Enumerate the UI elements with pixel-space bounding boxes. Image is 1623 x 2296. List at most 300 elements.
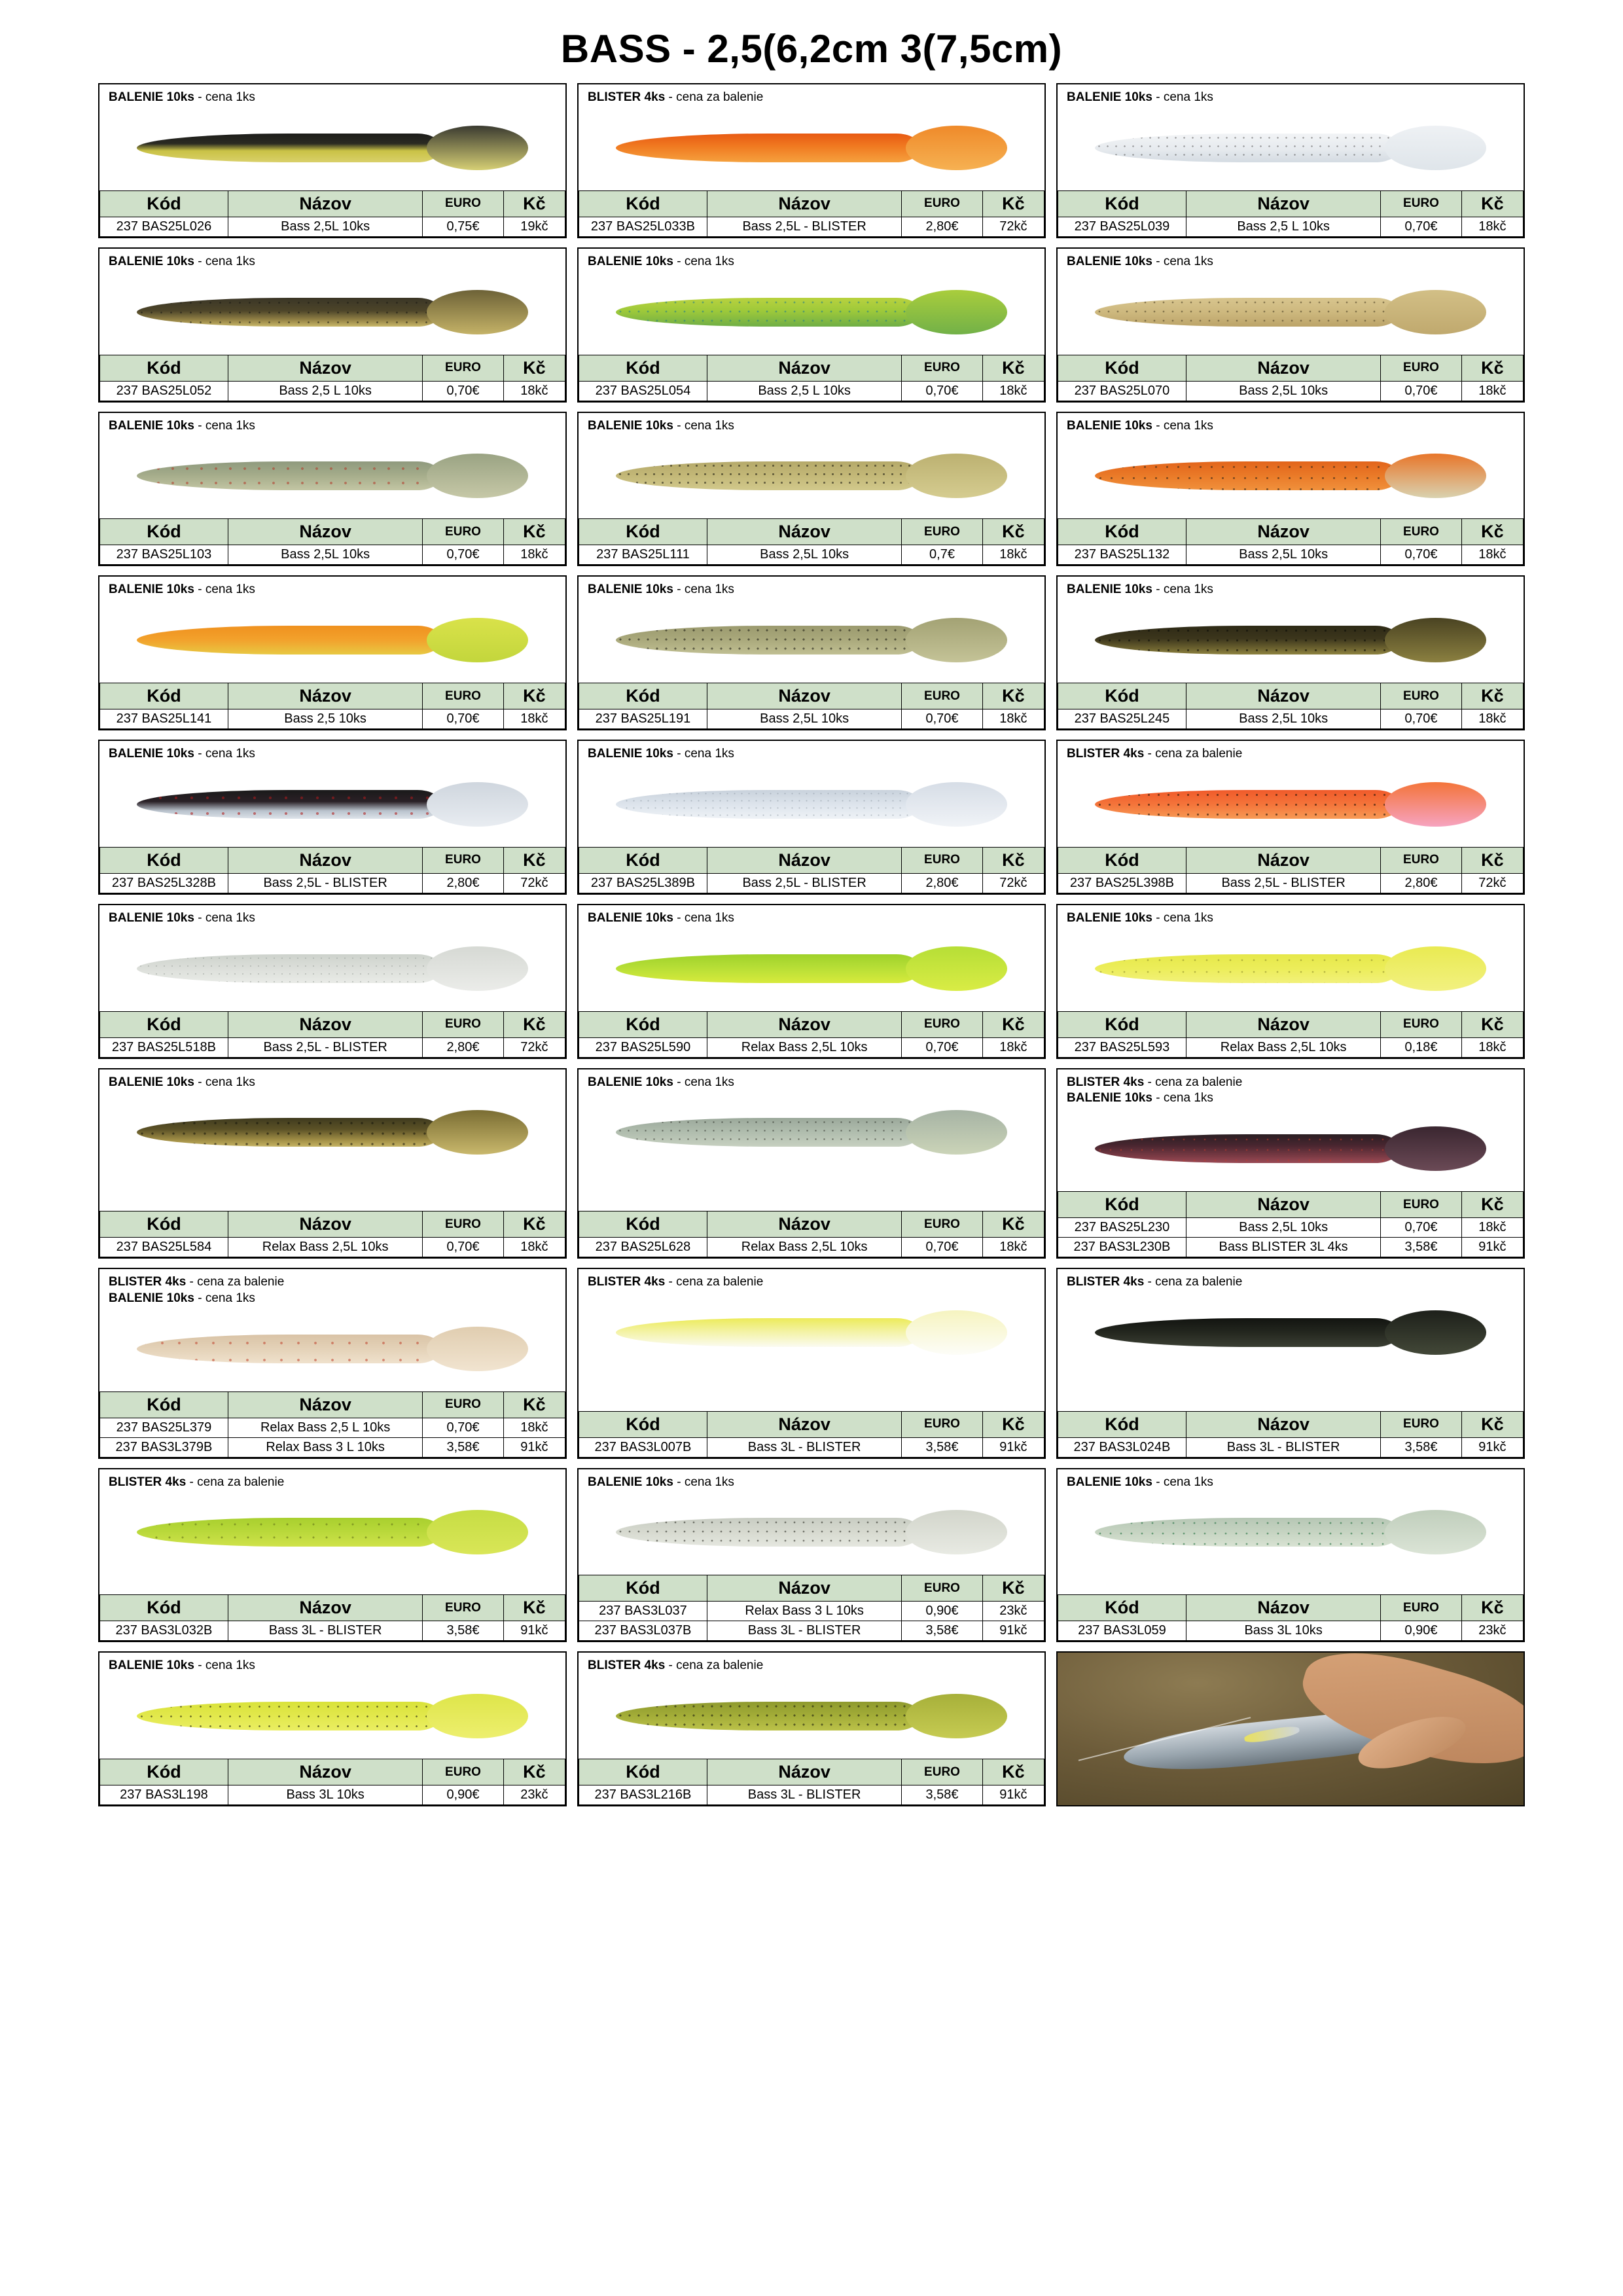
packaging-type: BALENIE 10ks [109,910,194,925]
col-header-euro: EURO [423,190,503,217]
lure-tail [906,290,1008,334]
col-header-code: Kód [1058,519,1186,545]
col-header-code: Kód [579,1011,707,1037]
col-header-code: Kód [100,1391,228,1418]
packaging-price-note: - cena 1ks [677,583,734,597]
cell-code: 237 BAS25L132 [1058,545,1186,565]
cell-name: Bass 3L - BLISTER [707,1437,901,1457]
cell-euro: 0,70€ [423,1238,503,1257]
col-header-kc: Kč [1461,1192,1523,1218]
packaging-price-note: - cena 1ks [677,254,734,268]
col-header-kc: Kč [503,1011,565,1037]
col-header-name: Názov [228,1595,422,1621]
lure-body [137,626,442,655]
col-header-euro: EURO [902,1759,982,1785]
product-card [577,83,1046,238]
cell-euro: 0,70€ [902,381,982,401]
lure-tail [1385,1310,1487,1355]
packaging-note [1067,1075,1517,1090]
cell-euro: 0,70€ [902,709,982,729]
lure-image [99,598,565,683]
lure-glitter [137,461,442,490]
cell-euro: 2,80€ [423,873,503,893]
col-header-code: Kód [579,1211,707,1238]
lure-glitter [1095,461,1400,490]
lure-image [99,1306,565,1391]
col-header-code: Kód [100,190,228,217]
packaging-price-note: - cena za balenie [668,90,764,104]
price-table [99,847,565,893]
cell-name: Bass 2,5 L 10ks [228,381,422,401]
lure-image [99,105,565,190]
lure-glitter [1095,298,1400,327]
col-header-code: Kód [100,355,228,381]
cell-kc: 91kč [1461,1437,1523,1457]
packaging-note [1067,90,1517,105]
cell-euro: 3,58€ [1381,1238,1461,1257]
cell-kc: 18kč [1461,545,1523,565]
col-header-kc: Kč [503,847,565,873]
cell-name: Relax Bass 2,5 L 10ks [228,1418,422,1437]
cell-euro: 0,70€ [423,709,503,729]
cell-code: 237 BAS25L191 [579,709,707,729]
packaging-type: BALENIE 10ks [1067,1475,1152,1489]
cell-name: Relax Bass 3 L 10ks [707,1602,901,1621]
packaging-type: BLISTER 4ks [588,1659,666,1673]
cell-code: 237 BAS3L216B [579,1785,707,1805]
product-card [1056,412,1525,567]
packaging-type: BALENIE 10ks [1067,1091,1152,1105]
lure-body [1095,298,1400,327]
packaging-type: BALENIE 10ks [588,418,673,433]
col-header-euro: EURO [902,683,982,709]
packaging-type: BLISTER 4ks [1067,1075,1145,1089]
cell-kc: 18kč [982,709,1044,729]
product-card [98,1651,567,1806]
table-row [100,1037,565,1057]
packaging-type: BALENIE 10ks [588,910,673,925]
col-header-kc: Kč [1461,190,1523,217]
col-header-euro: EURO [902,355,982,381]
lure-glitter [1095,1518,1400,1547]
table-row [579,1238,1044,1257]
cell-kc: 72kč [1461,873,1523,893]
packaging-note [109,1075,559,1090]
product-card [1056,904,1525,1059]
cell-kc: 19kč [503,217,565,236]
table-row [579,217,1044,236]
lure-tail [906,1510,1008,1554]
card-header [99,249,565,270]
cell-kc: 23kč [1461,1621,1523,1641]
packaging-price-note: - cena 1ks [198,583,255,597]
product-card [98,904,567,1059]
col-header-name: Názov [707,355,901,381]
cell-euro: 3,58€ [423,1437,503,1457]
col-header-euro: EURO [1381,1011,1461,1037]
col-header-name: Názov [228,1759,422,1785]
col-header-name: Názov [707,1411,901,1437]
card-header [1058,249,1524,270]
card-header [99,1269,565,1306]
lure-tail [427,126,529,170]
packaging-price-note: - cena za balenie [189,1275,285,1289]
card-header [579,249,1044,270]
cell-kc: 18kč [982,1238,1044,1257]
col-header-code: Kód [1058,190,1186,217]
price-table [1058,1011,1524,1058]
card-header [579,413,1044,434]
packaging-type: BLISTER 4ks [109,1475,187,1489]
lure-body [137,1118,442,1147]
cell-code: 237 BAS3L037B [579,1621,707,1641]
lure-body [616,790,921,819]
col-header-kc: Kč [982,355,1044,381]
product-card [98,83,567,238]
price-table [579,1575,1044,1641]
price-table [579,355,1044,401]
lure-body [616,626,921,655]
lure-body [1095,1134,1400,1163]
lure-tail [427,1110,529,1155]
cell-euro: 3,58€ [902,1437,982,1457]
packaging-type: BALENIE 10ks [588,1075,673,1089]
packaging-note [1067,254,1517,270]
cell-name: Bass 2,5L 10ks [1186,545,1380,565]
lure-body [137,461,442,490]
price-table [579,1211,1044,1257]
col-header-code: Kód [579,683,707,709]
col-header-euro: EURO [423,847,503,873]
col-header-code: Kód [100,683,228,709]
price-table [579,847,1044,893]
col-header-name: Názov [228,683,422,709]
card-header [99,1469,565,1490]
lure-image [99,1090,565,1175]
card-header [99,413,565,434]
cell-kc: 18kč [1461,1037,1523,1057]
cell-code: 237 BAS25L141 [100,709,228,729]
lure-glitter [616,298,921,327]
cell-code: 237 BAS25L590 [579,1037,707,1057]
col-header-code: Kód [100,1759,228,1785]
packaging-type: BALENIE 10ks [588,1475,673,1489]
cell-kc: 18kč [1461,709,1523,729]
packaging-price-note: - cena 1ks [1156,583,1213,597]
cell-name: Bass 3L - BLISTER [228,1621,422,1641]
product-card [98,740,567,895]
cell-name: Bass 2,5 L 10ks [707,381,901,401]
cell-kc: 91kč [982,1437,1044,1457]
lure-image [1058,433,1524,518]
packaging-note [109,746,559,762]
table-row [1058,1238,1524,1257]
product-card [577,904,1046,1059]
lure-image [1058,598,1524,683]
cell-kc: 18kč [503,545,565,565]
cell-kc: 18kč [1461,381,1523,401]
cell-kc: 18kč [1461,1218,1523,1238]
col-header-name: Názov [228,1211,422,1238]
packaging-price-note: - cena 1ks [198,747,255,761]
lure-image [579,1674,1044,1759]
lure-tail [427,946,529,991]
cell-euro: 2,80€ [902,873,982,893]
lure-body [616,298,921,327]
col-header-name: Názov [707,1011,901,1037]
cell-euro: 3,58€ [902,1785,982,1805]
packaging-note [588,746,1038,762]
col-header-code: Kód [1058,1595,1186,1621]
lure-tail [1385,946,1487,991]
packaging-type: BALENIE 10ks [109,254,194,268]
col-header-name: Názov [228,1391,422,1418]
cell-kc: 91kč [503,1437,565,1457]
cell-euro: 0,70€ [423,381,503,401]
col-header-name: Názov [1186,1011,1380,1037]
price-table [99,1594,565,1641]
packaging-price-note: - cena 1ks [198,1659,255,1673]
cell-code: 237 BAS3L059 [1058,1621,1186,1641]
cell-code: 237 BAS25L593 [1058,1037,1186,1057]
col-header-code: Kód [579,190,707,217]
lure-body [616,461,921,490]
lure-tail [906,618,1008,662]
cell-euro: 0,90€ [1381,1621,1461,1641]
table-row [1058,545,1524,565]
packaging-type: BALENIE 10ks [1067,583,1152,597]
lure-glitter [1095,954,1400,983]
col-header-name: Názov [707,1575,901,1602]
price-table [1058,518,1524,565]
price-table [579,1011,1044,1058]
lure-tail [1385,290,1487,334]
cell-euro: 0,70€ [1381,545,1461,565]
packaging-type: BALENIE 10ks [109,747,194,761]
col-header-name: Názov [1186,1411,1380,1437]
lure-image [579,105,1044,190]
card-header [579,84,1044,105]
table-row [1058,1621,1524,1641]
price-table [1058,847,1524,893]
product-grid [0,83,1623,1833]
packaging-note [588,582,1038,598]
cell-name: Bass 2,5L 10ks [1186,1218,1380,1238]
table-row [579,1785,1044,1805]
col-header-euro: EURO [423,519,503,545]
lure-glitter [137,790,442,819]
cell-code: 237 BAS3L024B [1058,1437,1186,1457]
lure-glitter [137,298,442,327]
table-row [1058,1437,1524,1457]
product-card [577,1068,1046,1259]
col-header-code: Kód [1058,1192,1186,1218]
packaging-note [588,910,1038,926]
lure-image [579,598,1044,683]
lure-image [99,1490,565,1575]
col-header-name: Názov [1186,1192,1380,1218]
lure-tail [1385,126,1487,170]
lure-glitter [1095,1134,1400,1163]
cell-code: 237 BAS25L054 [579,381,707,401]
col-header-euro: EURO [902,190,982,217]
col-header-name: Názov [707,683,901,709]
col-header-name: Názov [228,847,422,873]
packaging-type: BALENIE 10ks [588,747,673,761]
table-row [100,1418,565,1437]
lure-glitter [616,790,921,819]
packaging-price-note: - cena 1ks [198,910,255,925]
lure-body [616,1702,921,1731]
col-header-name: Názov [228,1011,422,1037]
col-header-euro: EURO [902,519,982,545]
table-row [579,1621,1044,1641]
card-header [579,1653,1044,1674]
cell-code: 237 BAS3L198 [100,1785,228,1805]
packaging-note [588,90,1038,105]
col-header-name: Názov [1186,847,1380,873]
packaging-price-note: - cena za balenie [668,1659,764,1673]
lure-tail [1385,618,1487,662]
cell-name: Bass 2,5L 10ks [1186,381,1380,401]
lure-glitter [1095,790,1400,819]
lure-tail [1385,1510,1487,1554]
cell-name: Bass 3L - BLISTER [707,1785,901,1805]
price-table [1058,1191,1524,1257]
col-header-euro: EURO [423,1759,503,1785]
cell-kc: 72kč [503,873,565,893]
cell-euro: 0,75€ [423,217,503,236]
lure-glitter [137,1118,442,1147]
price-table [1058,683,1524,729]
col-header-code: Kód [100,1011,228,1037]
packaging-type: BALENIE 10ks [1067,90,1152,104]
lure-image [1058,1106,1524,1191]
col-header-code: Kód [579,519,707,545]
lure-tail [906,1110,1008,1155]
table-row [100,1238,565,1257]
table-row [100,217,565,236]
card-header [99,84,565,105]
lure-body [137,790,442,819]
col-header-kc: Kč [982,519,1044,545]
cell-euro: 0,7€ [902,545,982,565]
col-header-code: Kód [100,1211,228,1238]
packaging-price-note: - cena 1ks [198,254,255,268]
cell-euro: 0,70€ [902,1238,982,1257]
cell-name: Bass 2,5 10ks [228,709,422,729]
lure-glitter [1095,626,1400,655]
col-header-kc: Kč [1461,683,1523,709]
col-header-kc: Kč [982,1759,1044,1785]
lure-image [1058,105,1524,190]
cell-kc: 18kč [503,1238,565,1257]
table-row [100,381,565,401]
card-header [1058,577,1524,598]
table-row [579,381,1044,401]
packaging-type: BALENIE 10ks [1067,910,1152,925]
packaging-type: BALENIE 10ks [109,1075,194,1089]
cell-euro: 0,70€ [902,1037,982,1057]
cell-name: Bass 2,5L - BLISTER [707,217,901,236]
col-header-name: Názov [1186,519,1380,545]
product-card [1056,1068,1525,1259]
lure-body [616,134,921,162]
col-header-code: Kód [579,355,707,381]
product-card [577,740,1046,895]
lure-body [137,134,442,162]
cell-code: 237 BAS25L518B [100,1037,228,1057]
price-table [1058,190,1524,237]
packaging-type: BALENIE 10ks [1067,418,1152,433]
packaging-price-note: - cena 1ks [677,1075,734,1089]
lure-image [1058,1490,1524,1575]
packaging-note [109,90,559,105]
cell-name: Relax Bass 2,5L 10ks [707,1037,901,1057]
card-header [579,741,1044,762]
lure-tail [906,454,1008,498]
packaging-note [588,1274,1038,1290]
packaging-price-note: - cena 1ks [677,418,734,433]
packaging-type: BALENIE 10ks [109,418,194,433]
cell-kc: 18kč [503,709,565,729]
price-table [99,1759,565,1805]
cell-kc: 18kč [1461,217,1523,236]
cell-euro: 0,70€ [1381,381,1461,401]
packaging-note [109,254,559,270]
product-card [98,575,567,730]
cell-euro: 3,58€ [423,1621,503,1641]
price-table [579,1759,1044,1805]
product-card [1056,1468,1525,1643]
lure-glitter [137,954,442,983]
lure-image [99,762,565,847]
table-row [579,873,1044,893]
col-header-name: Názov [707,1211,901,1238]
table-row [1058,1218,1524,1238]
card-header [1058,84,1524,105]
cell-name: Relax Bass 3 L 10ks [228,1437,422,1457]
lure-image [579,1090,1044,1175]
product-card [577,1651,1046,1806]
lure-body [1095,461,1400,490]
cell-name: Bass 2,5L 10ks [707,545,901,565]
col-header-euro: EURO [423,355,503,381]
cell-name: Relax Bass 2,5L 10ks [1186,1037,1380,1057]
card-header [1058,1269,1524,1290]
lure-glitter [137,1335,442,1363]
cell-code: 237 BAS25L111 [579,545,707,565]
lure-image [579,433,1044,518]
col-header-kc: Kč [503,1391,565,1418]
packaging-note [1067,1090,1517,1106]
cell-name: Bass 2,5L 10ks [228,217,422,236]
lure-body [1095,1318,1400,1347]
table-row [100,1621,565,1641]
packaging-note [588,254,1038,270]
cell-name: Bass 3L 10ks [1186,1621,1380,1641]
cell-euro: 0,70€ [1381,217,1461,236]
lure-tail [906,126,1008,170]
lure-glitter [137,1518,442,1547]
price-table [99,683,565,729]
col-header-code: Kód [1058,1011,1186,1037]
col-header-name: Názov [707,190,901,217]
card-header [1058,1469,1524,1490]
lure-tail [906,782,1008,827]
product-card [98,1468,567,1643]
col-header-euro: EURO [1381,355,1461,381]
